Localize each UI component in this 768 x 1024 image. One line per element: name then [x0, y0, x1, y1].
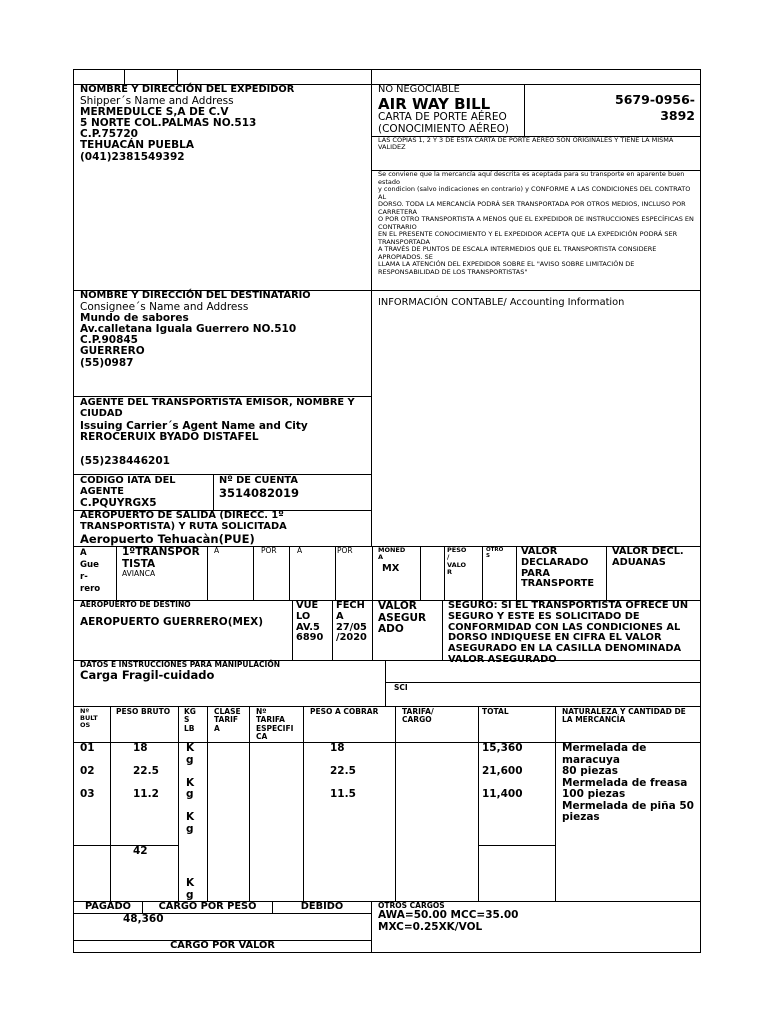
agent-name: REROCERUIX BYADO DISTAFEL [80, 431, 259, 443]
route-to-1: A Gue r- rero [80, 548, 101, 595]
weight-charge-label: CARGO POR PESO [158, 901, 257, 912]
shipper-label-es: NOMBRE Y DIRECCIÓN DEL EXPEDIDOR [80, 84, 295, 95]
header-gross-weight: PESO BRUTO [116, 707, 171, 716]
other-charges-label: OTROS CARGOS [378, 901, 445, 910]
agent-label-es: AGENTE DEL TRANSPORTISTA EMISOR, NOMBRE Y CIUDAD [80, 397, 355, 419]
route-by-1: POR [261, 546, 277, 555]
insurance-note: SEGURO: SI EL TRANSPORTISTA OFRECE UN SEGURO Y ESTE ES SOLICITADO DE CONFORMIDAD CON LAS CONDICIONES AL DORSO INDIQUESE EN CIFRA EL VALOR ASEGURADO EN LA CASILLA DENOMINADA VALOR ASEGURADO [448, 600, 689, 665]
cargo-pieces: 01 02 03 [80, 742, 95, 801]
first-carrier: AVIANCA [122, 569, 156, 578]
consignee-label-en: Consignee´s Name and Address [80, 301, 249, 313]
awb-title: AIR WAY BILL [378, 95, 491, 113]
header-total: TOTAL [482, 707, 509, 716]
declared-value-carriage: VALOR DECLARADO PARA TRANSPORTE [521, 546, 595, 590]
shipper-address: MERMEDULCE S,A DE C.V 5 NORTE COL.PALMAS NO.513 C.P.75720 TEHUACÁN PUEBLA (041)2381549392 [80, 106, 257, 163]
sci-label: SCI [394, 683, 408, 692]
not-negotiable-label: NO NEGOCIABLE [378, 84, 460, 95]
iata-code: C.PQUYRGX5 [80, 497, 157, 509]
consignee-address: Mundo de sabores Av.calletana Iguala Guerrero NO.510 C.P.90845 GUERRERO (55)0987 [80, 312, 297, 369]
cargo-chargeable-weights: 18 22.5 11.5 [330, 742, 356, 801]
header-rate-charge: TARIFA/ CARGO [402, 707, 434, 725]
agent-phone: (55)238446201 [80, 455, 170, 467]
awb-number: 5679-0956- 3892 [615, 92, 695, 123]
currency-label: MONED A [378, 546, 406, 562]
header-nature-goods: NATURALEZA Y CANTIDAD DE LA MERCANCÍA [562, 707, 686, 725]
other-charges-value: AWA=50.00 MCC=35.00 MXC=0.25XK/VOL [378, 909, 519, 933]
collect-label: DEBIDO [300, 901, 344, 912]
header-pieces: Nº BULT OS [80, 707, 98, 730]
shipper-label-en: Shipper´s Name and Address [80, 95, 234, 107]
iata-label: CODIGO IATA DEL AGENTE [80, 475, 176, 497]
valuation-charge-label: CARGO POR VALOR [170, 940, 275, 951]
currency-value: MX [382, 563, 400, 574]
handling-instructions: Carga Fragil-cuidado [80, 668, 215, 682]
departure-label: AEROPUERTO DE SALIDA (DIRECC. 1º TRANSPORTISTA) Y RUTA SOLICITADA [80, 510, 287, 532]
handling-label: DATOS E INSTRUCCIONES PARA MANIPULACIÓN [80, 660, 280, 669]
route-to-2: A [214, 546, 220, 555]
cargo-nature: Mermelada de maracuya 80 piezas Mermelada de freasa 100 piezas Mermelada de piña 50 piezas [562, 742, 694, 824]
cargo-kg-total: K g [186, 877, 195, 901]
flight-date: FECH A 27/05 /2020 [336, 600, 367, 644]
destination-label: AEROPUERTO DE DESTINO [80, 600, 191, 609]
declared-value-customs: VALOR DECL. ADUANAS [612, 546, 684, 568]
departure-airport: Aeropuerto Tehuacàn(PUE) [80, 532, 255, 546]
cargo-kg-units: K g K g K g [186, 742, 195, 835]
cargo-totals: 15,360 21,600 11,400 [482, 742, 523, 801]
cargo-gross-weights: 18 22.5 11.2 [133, 742, 159, 801]
header-kg-lb: KG S LB [184, 707, 196, 733]
other-label: OTRO S [486, 547, 504, 560]
accounting-label: INFORMACIÓN CONTABLE/ Accounting Information [378, 297, 625, 308]
agent-label-en: Issuing Carrier´s Agent Name and City [80, 420, 308, 432]
route-to-3: A [297, 546, 303, 555]
header-commodity: Nº TARIFA ESPECIFI CA [256, 707, 294, 741]
route-by-2: POR [337, 546, 353, 555]
flight-number: VUE LO AV.5 6890 [296, 600, 324, 644]
weight-charge-value: 48,360 [123, 913, 164, 925]
weight-value-label: PESO / VALO R [447, 546, 467, 577]
awb-subtitle: CARTA DE PORTE AÉREO (CONOCIMIENTO AÉREO) [378, 111, 510, 135]
cargo-gross-total: 42 [133, 845, 148, 857]
destination-airport: AEROPUERTO GUERRERO(MEX) [80, 616, 264, 628]
account-label: Nº DE CUENTA [219, 475, 298, 486]
copies-note: LAS COPIAS 1, 2 Y 3 DE ESTA CARTA DE PORTE AÉREO SON ORIGINALES Y TIENE LA MISMA VALIDEZ [378, 136, 674, 152]
header-rate-class: CLASE TARIF A [214, 707, 241, 733]
consignee-label-es: NOMBRE Y DIRECCIÓN DEL DESTINATARIO [80, 290, 311, 301]
account-number: 3514082019 [219, 486, 300, 500]
first-carrier-label: 1ºTRANSPOR TISTA [122, 546, 200, 570]
header-chargeable-weight: PESO A COBRAR [310, 707, 379, 716]
conditions-text: Se conviene que la mercancía aquí descrita es aceptada para su transporte en aparente buen estado y condicion (salvo indicaciones en contrario) y CONFORME A LAS CONDICIONES DEL CONTRATO AL DORSO. TODA LA MERCANCÍA PODRÁ SER TRANSPORTADA POR OTROS MEDIOS, INCLUSO POR CARRETERA O POR OTRO TRANSPORTISTA A MENOS QUE EL EXPEDIDOR DE INSTRUCCIONES ESPECÍFICAS EN CONTRARIO EN EL PRESENTE CONOCIMIENTO Y EL EXPEDIDOR ACEPTA QUE LA EXPEDICIÓN PODRÁ SER TRANSPORTADA A TRAVÉS DE PUNTOS DE ESCALA INTERMEDIOS QUE EL TRANSPORTISTA CONSIDERE APROPIADOS. SE LLAMA LA ATENCIÓN DEL EXPEDIDOR SOBRE EL "AVISO SOBRE LIMITACIÓN DE RESPONSABILIDAD DE LOS TRANSPORTISTAS" [378, 170, 694, 276]
insured-value-label: VALOR ASEGUR ADO [378, 600, 427, 636]
prepaid-label: PAGADO [85, 901, 131, 912]
